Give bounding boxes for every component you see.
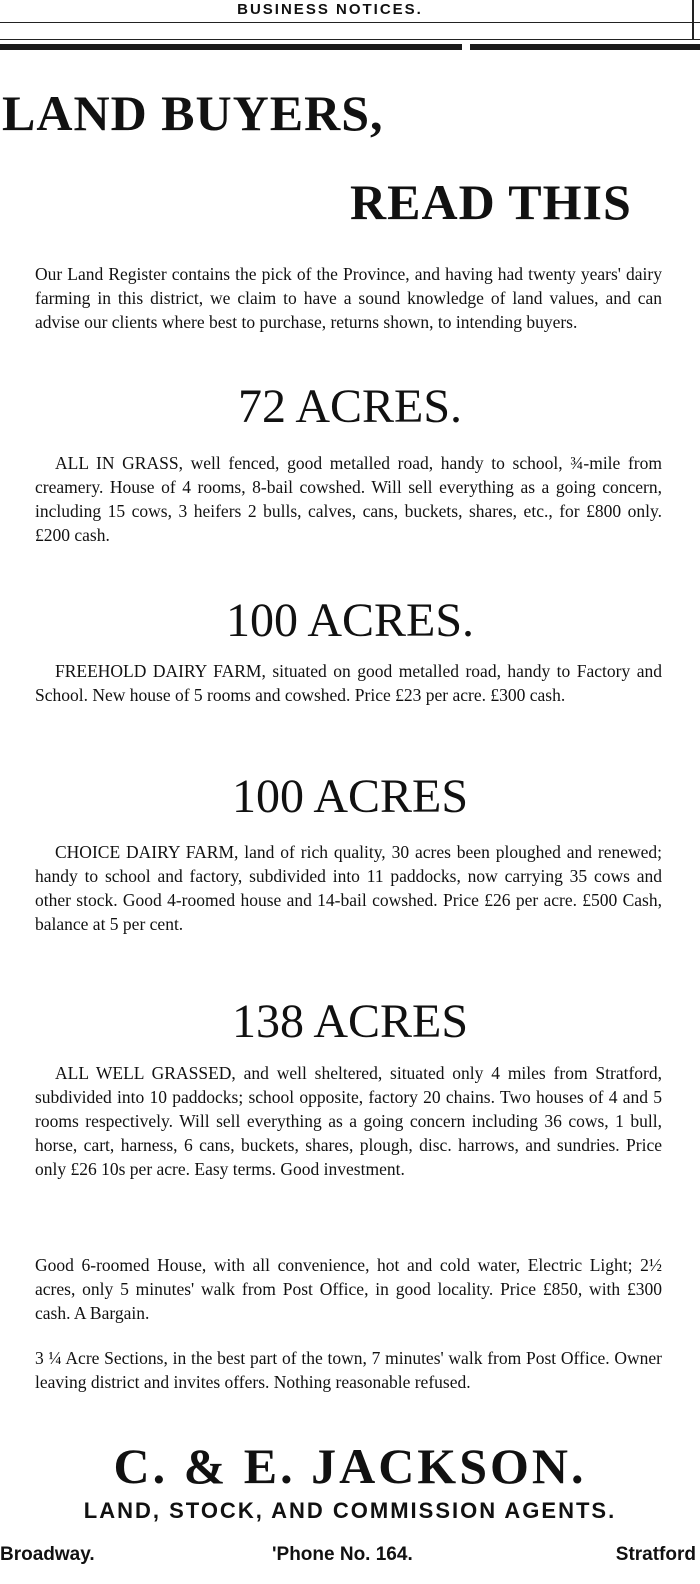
listing-text-100-acres-freehold: FREEHOLD DAIRY FARM, situated on good metalled road, handy to Factory and School. New house of 5 rooms and cowshed. Price £23 per acre. £300 cash.	[35, 661, 662, 705]
listing-text-72-acres: ALL IN GRASS, well fenced, good metalled road, handy to school, ¾-mile from creamery. House of 4 rooms, 8-bail cowshed. Will sell everything as a going concern, including 15 cows, 3 heifers 2 bulls, calves, cans, buckets, shares, etc., for £800 only. £200 cash.	[35, 453, 662, 545]
listing-heading-72-acres: 72 ACRES.	[237, 380, 463, 433]
listing-heading-138-acres: 138 ACRES	[231, 995, 469, 1048]
listing-text-100-acres-choice: CHOICE DAIRY FARM, land of rich quality, 30 acres been ploughed and renewed; handy to school and factory, subdivided into 11 paddocks, now carrying 35 cows and other stock. Good 4-roomed house and 14-bail cowshed. Price £26 per acre. £500 Cash, balance at 5 per cent.	[35, 842, 662, 934]
listing-heading-100-acres-choice: 100 ACRES	[231, 770, 469, 823]
intro-paragraph: Our Land Register contains the pick of the Province, and having had twenty years' dairy farming in this district, we claim to have a sound knowledge of land values, and can advise our clients where best to purchase, returns shown, to intending buyers.	[35, 264, 662, 332]
footer-town-stratford: Stratford	[615, 1544, 696, 1565]
headline-read-this: READ THIS	[350, 174, 632, 230]
extra-sections-listing: 3 ¼ Acre Sections, in the best part of the town, 7 minutes' walk from Post Office. Owner leaving district and invites offers. Nothing reasonable refused.	[35, 1348, 662, 1392]
extra-house-listing: Good 6-roomed House, with all convenience, hot and cold water, Electric Light; 2½ acres, only 5 minutes' walk from Post Office, in good locality. Price £850, with £300 cash. A Bargain.	[35, 1255, 662, 1323]
header-rule-thin-top	[0, 22, 700, 23]
header-rule-gap	[462, 42, 470, 52]
listing-text-138-acres: ALL WELL GRASSED, and well sheltered, situated only 4 miles from Stratford, subdivided into 10 paddocks; school opposite, factory 20 chains. Two houses of 4 and 5 rooms respectively. Will sell everything as a going concern including 36 cows, 1 bull, horse, cart, harness, 6 cans, buckets, shares, plough, disc. harrows, and sundries. Price only £26 10s per acre. Easy terms. Good investment.	[35, 1063, 662, 1179]
firm-name: C. & E. JACKSON.	[113, 1438, 587, 1494]
footer-address-broadway: Broadway.	[0, 1544, 95, 1565]
headline-land-buyers: LAND BUYERS,	[2, 85, 384, 141]
column-rule-right	[692, 0, 694, 40]
firm-tagline: LAND, STOCK, AND COMMISSION AGENTS.	[83, 1498, 617, 1523]
listing-heading-100-acres-freehold: 100 ACRES.	[225, 594, 475, 647]
section-title: BUSINESS NOTICES.	[237, 1, 423, 18]
section-header	[0, 0, 700, 24]
header-rule-thick	[0, 44, 700, 50]
footer-phone: 'Phone No. 164.	[272, 1544, 413, 1565]
header-rule-thin-bottom	[0, 39, 700, 40]
